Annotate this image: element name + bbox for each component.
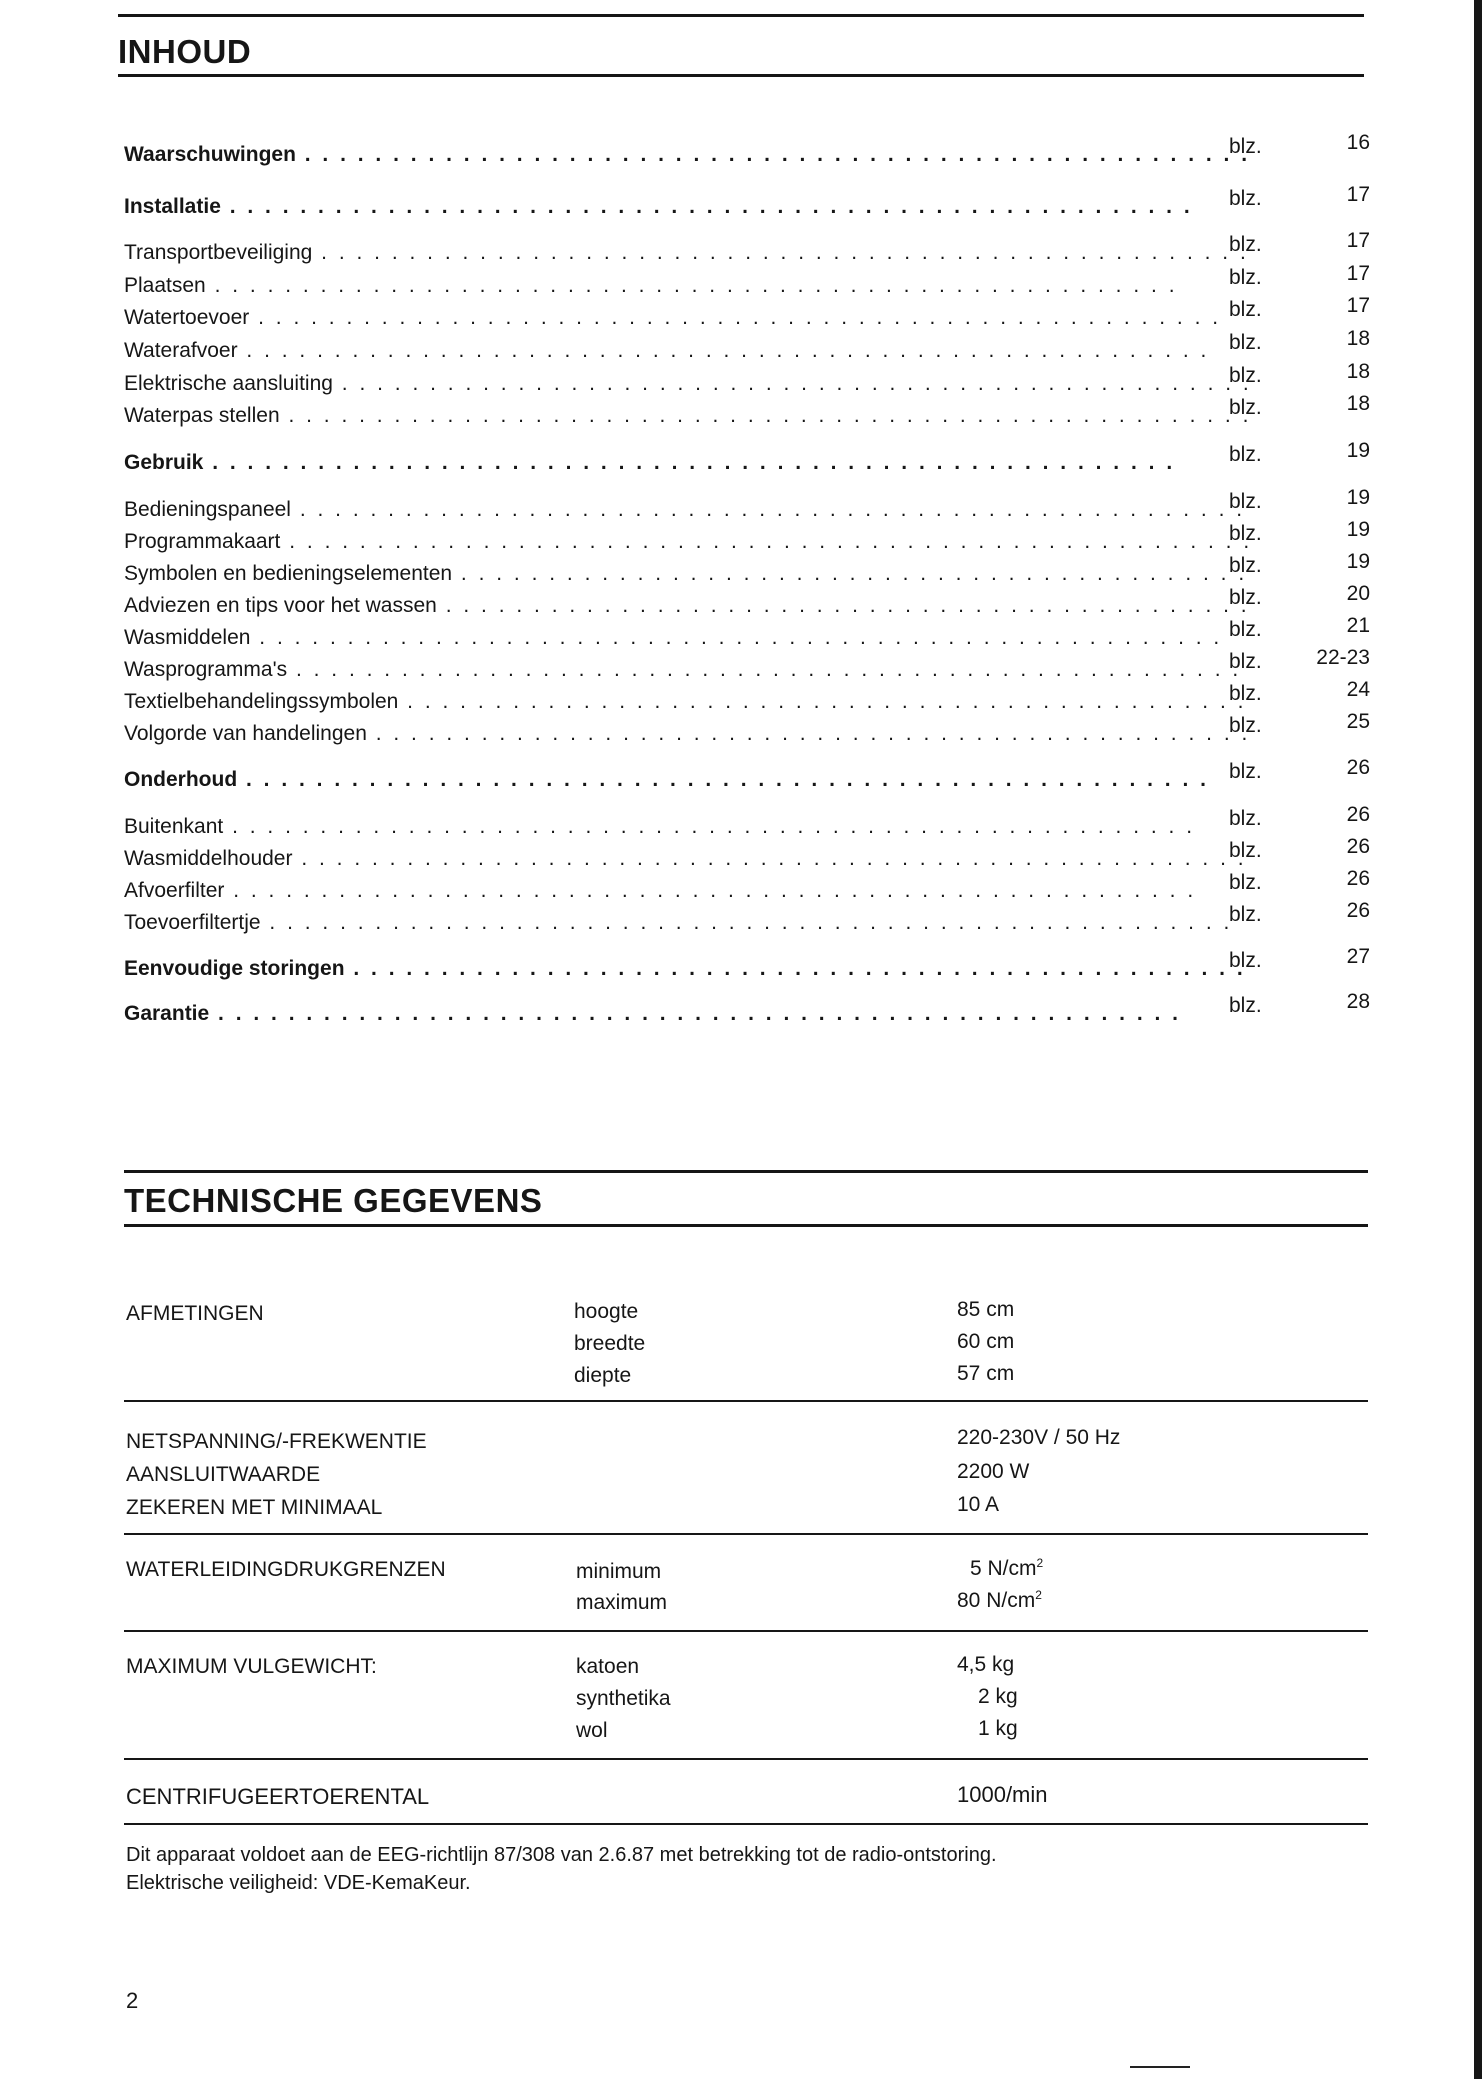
toc-entry-blz: blz. [1229,586,1262,609]
toc-entry-page: 28 [1346,990,1370,1013]
spec-name: synthetika [576,1687,671,1710]
afmetingen-label: AFMETINGEN [126,1302,264,1325]
toc-entry-blz: blz. [1229,618,1262,641]
spec-value: 85 cm [957,1298,1015,1321]
toc-entry-label: Eenvoudige storingen . . [124,957,1250,981]
toc-entry-page: 25 [1346,710,1370,733]
toc-entry-page: 24 [1346,678,1370,701]
toc-entry-page: 18 [1346,392,1370,415]
toc-entry-page: 26 [1346,803,1370,826]
toc-entry [124,582,1370,624]
toc-entry-blz: blz. [1229,949,1262,972]
spec-name: wol [576,1719,608,1742]
toc-entry-label: Garantie . . [124,1002,1250,1026]
toc-entry [124,360,1370,402]
netspanning-value: 220-230V / 50 Hz [957,1426,1121,1449]
spec-value: 2 kg [978,1685,1018,1708]
toc-entry-blz: blz. [1229,682,1262,705]
toc-entry-blz: blz. [1229,760,1262,783]
toc-entry-label: Wasmiddelhouder . . [124,847,1250,871]
toc-entry-page: 18 [1346,360,1370,383]
spec-name: katoen [576,1655,640,1678]
toc-entry [124,990,1370,1032]
toc-entry [124,710,1370,752]
centrifuge-label: CENTRIFUGEERTOERENTAL [126,1784,430,1809]
toc-entry [124,327,1370,369]
toc-entry [124,756,1370,798]
toc-entry [124,392,1370,434]
toc-entry [124,867,1370,909]
toc-entry-blz: blz. [1229,714,1262,737]
aansluitwaarde-label: AANSLUITWAARDE [126,1463,321,1486]
toc-entry-page: 22-23 [1316,646,1370,669]
toc-entry-blz: blz. [1229,839,1262,862]
druk-max-value [957,1588,1042,1613]
centrifuge-value: 1000/min [957,1782,1048,1807]
toc-entry-page: 17 [1346,262,1370,285]
spec-divider [124,1758,1368,1760]
toc-entry [124,294,1370,336]
toc-entry-label: Buitenkant . . [124,815,1250,839]
druk-max-exponent: 2 [1035,1588,1042,1602]
toc-entry-page: 17 [1346,294,1370,317]
page-number: 2 [126,1988,139,2013]
spec-name: breedte [574,1332,646,1355]
toc-entry-page: 19 [1346,439,1370,462]
toc-entry-label: Transportbeveiliging . . [124,241,1250,265]
toc-entry-label: Gebruik . . [124,451,1250,475]
toc-entry-label: Volgorde van handelingen . . [124,722,1250,746]
toc-entry-page: 27 [1346,945,1370,968]
toc-entry-blz: blz. [1229,650,1262,673]
toc-entry-blz: blz. [1229,364,1262,387]
toc-entry-blz: blz. [1229,554,1262,577]
toc-entry-blz: blz. [1229,903,1262,926]
toc-entry [124,945,1370,987]
druk-min-value [970,1556,1043,1581]
toc-entry-label: Symbolen en bedieningselementen . . [124,562,1250,586]
toc-entry-page: 18 [1346,327,1370,350]
toc-entry-blz: blz. [1229,135,1262,158]
toc-entry-page: 19 [1346,518,1370,541]
toc-entry-blz: blz. [1229,490,1262,513]
toc-entry [124,183,1370,225]
spec-name: diepte [574,1364,632,1387]
druk-label: WATERLEIDINGDRUKGRENZEN [126,1558,446,1581]
toc-entry-page: 20 [1346,582,1370,605]
toc-entry-label: Bedieningspaneel . . [124,498,1250,522]
toc-entry-page: 26 [1346,867,1370,890]
tech-bottom-rule [124,1224,1368,1227]
zekeren-label: ZEKEREN MET MINIMAAL [126,1496,383,1519]
vulgewicht-label: MAXIMUM VULGEWICHT: [126,1655,377,1678]
toc-entry-page: 26 [1346,835,1370,858]
scan-mark [1130,2066,1190,2068]
toc-title: INHOUD [118,33,252,70]
druk-min-number: 5 N/cm [970,1557,1037,1580]
toc-entry [124,803,1370,845]
toc-entry-label: Installatie . . [124,195,1250,219]
spec-divider [124,1533,1368,1535]
toc-entry-label: Adviezen en tips voor het wassen . . [124,594,1250,618]
toc-entry-label: Plaatsen . . [124,274,1250,298]
toc-entry-blz: blz. [1229,522,1262,545]
toc-entry-blz: blz. [1229,266,1262,289]
tech-top-rule [124,1170,1368,1173]
toc-entry [124,131,1370,173]
spec-divider [124,1823,1368,1825]
toc-entry-label: Onderhoud . . [124,768,1250,792]
aansluitwaarde-value: 2200 W [957,1460,1030,1483]
toc-entry-page: 17 [1346,229,1370,252]
toc-entry-label: Watertoevoer . . [124,306,1250,330]
spec-value: 57 cm [957,1362,1015,1385]
toc-top-rule [118,14,1364,17]
toc-entry-page: 19 [1346,486,1370,509]
toc-entry-blz: blz. [1229,396,1262,419]
toc-entry [124,835,1370,877]
druk-max-number: 80 N/cm [957,1589,1036,1612]
druk-min-name: minimum [576,1560,662,1583]
spec-value: 4,5 kg [957,1653,1015,1676]
scan-edge [1474,0,1482,2079]
toc-entry-label: Textielbehandelingssymbolen . . [124,690,1250,714]
toc-entry-blz: blz. [1229,298,1262,321]
zekeren-value: 10 A [957,1493,1000,1516]
toc-entry [124,262,1370,304]
toc-entry-blz: blz. [1229,233,1262,256]
toc-entry-page: 26 [1346,756,1370,779]
spec-divider [124,1400,1368,1402]
toc-entry-blz: blz. [1229,187,1262,210]
toc-entry [124,518,1370,560]
toc-entry [124,646,1370,688]
toc-entry-page: 26 [1346,899,1370,922]
toc-entry-label: Elektrische aansluiting . . [124,372,1250,396]
toc-entry-label: Toevoerfiltertje . . [124,911,1250,935]
spec-name: hoogte [574,1300,639,1323]
toc-entry-label: Wasmiddelen . . [124,626,1250,650]
toc-entry [124,439,1370,481]
toc-entry-blz: blz. [1229,443,1262,466]
toc-entry-page: 21 [1346,614,1370,637]
toc-entry-label: Waarschuwingen . . [124,143,1250,167]
safety-note: Elektrische veiligheid: VDE-KemaKeur. [126,1872,471,1894]
toc-entry-blz: blz. [1229,871,1262,894]
tech-title: TECHNISCHE GEGEVENS [124,1182,543,1219]
toc-entry-blz: blz. [1229,331,1262,354]
toc-entry-page: 17 [1346,183,1370,206]
spec-divider [124,1630,1368,1632]
druk-max-name: maximum [576,1591,668,1614]
toc-entry-blz: blz. [1229,994,1262,1017]
compliance-note: Dit apparaat voldoet aan de EEG-richtlijn 87/308 van 2.6.87 met betrekking tot de radio-ontstoring. [126,1844,997,1866]
toc-entry-blz: blz. [1229,807,1262,830]
toc-entry-label: Wasprogramma's . . [124,658,1250,682]
toc-entry [124,678,1370,720]
toc-entry-label: Waterafvoer . . [124,339,1250,363]
toc-entry-page: 19 [1346,550,1370,573]
toc-entry [124,550,1370,592]
toc-entry-label: Waterpas stellen . . [124,404,1250,428]
toc-bottom-rule [118,74,1364,77]
toc-entry [124,229,1370,271]
toc-entry-label: Afvoerfilter . . [124,879,1250,903]
toc-entry-page: 16 [1346,131,1370,154]
druk-min-exponent: 2 [1036,1556,1044,1570]
spec-value: 60 cm [957,1330,1015,1353]
netspanning-label: NETSPANNING/-FREKWENTIE [126,1430,427,1453]
toc-entry [124,899,1370,941]
toc-entry-label: Programmakaart . . [124,530,1250,554]
spec-value: 1 kg [978,1717,1018,1740]
toc-entry [124,486,1370,528]
toc-entry [124,614,1370,656]
